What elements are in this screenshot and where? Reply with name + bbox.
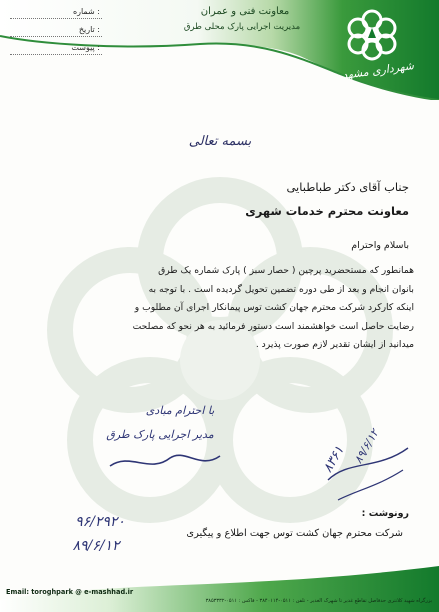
addressee-name: جناب آقای دکتر طباطبایی: [286, 180, 409, 194]
body-line: همانطور که مستحضرید پرچین ( حصار سبز ) پارک شماره یک طرق: [158, 265, 414, 276]
closing-phrase: با احترام مبادی: [145, 404, 215, 417]
signature-scrawl: [100, 446, 230, 476]
registration-date: ۸۹/۶/۱۲: [72, 538, 120, 554]
greeting: باسلام واحترام: [351, 240, 409, 251]
basmala-heading: بسمه تعالی: [188, 134, 252, 149]
org-department: معاونت فنی و عمران: [200, 6, 290, 17]
date-field: [10, 24, 102, 37]
footer-green-band: [0, 560, 439, 612]
side-note-number: ۸۳۶۱: [320, 443, 348, 476]
body-line: رضایت حاصل است خواهشمند است دستور فرمائید به هر نحو که مصلحت: [132, 320, 414, 332]
side-note-date: ۸۹/۶/۱۲: [351, 427, 382, 466]
addressee-title: معاونت محترم خدمات شهری: [245, 204, 409, 218]
body-line: اینکه کارکرد شرکت محترم جهان کشت توس پیمانکار اجرای آن مطلوب و: [134, 302, 414, 314]
number-field: [10, 6, 102, 19]
cc-label: رونوشت :: [361, 508, 409, 519]
signer-title: مدیر اجرایی پارک طرق: [106, 428, 214, 441]
municipality-emblem-icon: [342, 4, 402, 64]
registration-number: ۹۶/۲۹۲۰: [75, 514, 125, 530]
org-subdepartment: مدیریت اجرایی پارک محلی طرق: [183, 22, 301, 32]
letter-body: [28, 262, 414, 355]
date-field-label: : تاریخ: [78, 25, 100, 34]
footer-email: Email: toroghpark @ e-mashhad.ir: [6, 588, 134, 596]
number-field-label: : شماره: [72, 7, 100, 16]
city-title: شهرداری مشهد: [341, 59, 415, 82]
body-line: میدانید از ایشان تقدیر لازم صورت پذیرد .: [255, 339, 414, 351]
attachment-field: [10, 42, 102, 55]
attachment-field-label: : پیوست: [71, 43, 100, 52]
cc-line: شرکت محترم جهان کشت توس جهت اطلاع و پیگیری: [186, 528, 403, 539]
body-line: بانوان انجام و بعد از طی دوره تضمین تحویل گردیده است . با توجه به: [148, 283, 414, 295]
footer-address: بزرگراه شهید کلانتری حدفاصل تقاطع غدیر تا شهرک الغدیر - تلفن : ۰۵۱۱-۳۸۴۰۱۱۴ - فاکس : ۰۵۱۱-۳۸۵۳۳۳۲: [205, 598, 432, 604]
